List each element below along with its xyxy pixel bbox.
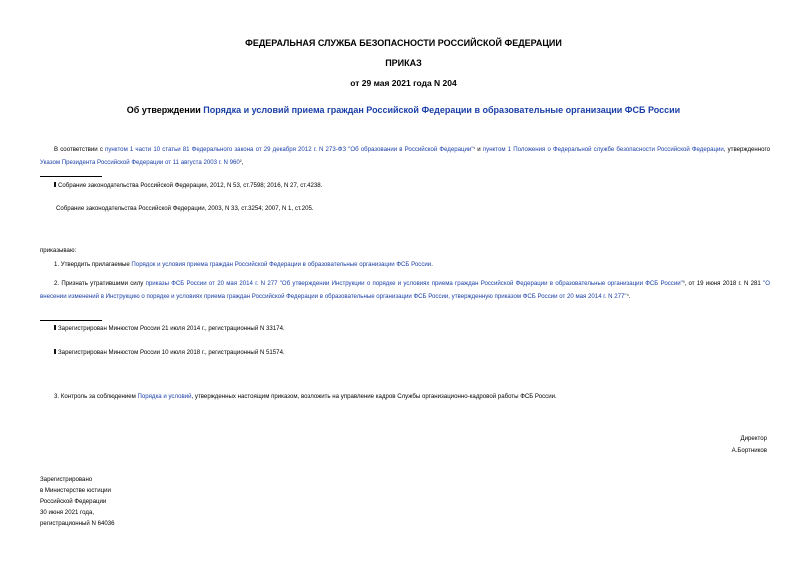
order-277-link[interactable]: приказы ФСБ России от 20 мая 2014 г. N 277 "Об утверждении Инструкции о порядке и условиях приема граждан Российской Федерации в образовательные организации ФСБ России" — [145, 280, 683, 287]
doc-type-heading: ПРИКАЗ — [385, 58, 422, 68]
registration-block — [40, 474, 115, 529]
law-273-link[interactable]: пунктом 1 части 10 статьи 81 Федерального закона от 29 декабря 2012 г. N 273-ФЗ "Об образовании в Российской Федерации" — [105, 146, 474, 153]
footnote-ref-2: ² — [239, 159, 242, 165]
footnote-ref-4: ⁴ — [626, 293, 629, 299]
procedure-short-link[interactable]: Порядка и условий — [137, 393, 192, 400]
footnote-1: Собрание законодательства Российской Федерации, 2012, N 53, ст.7598; 2016, N 27, ст.4238. — [54, 179, 322, 192]
order-281-link[interactable]: "О внесении изменений в Инструкцию о порядке и условиях приема граждан Российской Федерации в образовательные организации ФСБ России, утвержденную приказом ФСБ России от 20 мая 2014 г. N 277" — [40, 280, 770, 300]
fsb-regulation-link[interactable]: пунктом 1 Положения о Федеральной службе безопасности Российской Федерации — [482, 146, 724, 153]
item-2: 2. Признать утратившими силу приказы ФСБ России от 20 мая 2014 г. N 277 "Об утверждении Инструкции о порядке и условиях приема граждан Российской Федерации в образовательные организации ФСБ России"³, от 19 июня 2018 г. N 281 "О внесении изменений в Инструкцию о порядке и условиях приема граждан Российской Федерации в образовательные организации ФСБ России, утвержденную приказом ФСБ России от 20 мая 2014 г. N 277"⁴. — [40, 280, 770, 300]
footnote-divider — [40, 176, 102, 177]
footnote-marker — [54, 349, 56, 354]
doc-date-number: от 29 мая 2021 года N 204 — [350, 78, 457, 88]
order-word: приказываю: — [40, 247, 77, 254]
footnote-3: Зарегистрирован Минюстом России 21 июля 2014 г., регистрационный N 33174. — [54, 322, 285, 335]
signature-name: А.Бортников — [731, 447, 767, 454]
signature-role: Директор — [740, 435, 767, 442]
title-link[interactable]: Порядка и условий приема граждан Российской Федерации в образовательные организации ФСБ России — [203, 105, 681, 115]
footnote-2: Собрание законодательства Российской Федерации, 2003, N 33, ст.3254; 2007, N 1, ст.205. — [56, 205, 314, 212]
registration-line: Зарегистрировано — [40, 476, 93, 483]
footnote-marker — [54, 325, 56, 330]
agency-heading: ФЕДЕРАЛЬНАЯ СЛУЖБА БЕЗОПАСНОСТИ РОССИЙСКОЙ ФЕДЕРАЦИИ — [245, 38, 562, 48]
registration-line: в Министерстве юстиции — [40, 487, 111, 494]
title-prefix: Об утверждении — [126, 105, 204, 115]
decree-960-link[interactable]: Указом Президента Российской Федерации от 11 августа 2003 г. N 960 — [40, 159, 240, 166]
item-1: 1. Утвердить прилагаемые Порядок и условия приема граждан Российской Федерации в образовательные организации ФСБ России. — [54, 261, 433, 268]
registration-line: 30 июня 2021 года, — [40, 509, 95, 516]
footnote-4: Зарегистрирован Минюстом России 10 июля 2018 г., регистрационный N 51574. — [54, 346, 285, 359]
procedure-link[interactable]: Порядок и условия приема граждан Российской Федерации в образовательные организации ФСБ России — [131, 261, 432, 268]
document-title — [0, 105, 807, 115]
registration-line: Российской Федерации — [40, 498, 107, 505]
registration-line: регистрационный N 64036 — [40, 520, 115, 527]
footnote-marker — [54, 182, 56, 187]
item-3: 3. Контроль за соблюдением Порядка и условий, утвержденных настоящим приказом, возложить на управление кадров Службы организационно-кадровой работы ФСБ России. — [54, 393, 557, 400]
footnote-divider-2 — [40, 320, 102, 321]
footnote-ref-3: ³ — [682, 280, 685, 286]
footnote-ref-1: ¹ — [473, 146, 476, 152]
preamble-paragraph: В соответствии с пунктом 1 части 10 статьи 81 Федерального закона от 29 декабря 2012 г. N 273-ФЗ "Об образовании в Российской Федерации"¹ и пунктом 1 Положения о Федеральной службе безопасности Российской Федерации, утвержденного Указом Президента Российской Федерации от 11 августа 2003 г. N 960², — [40, 146, 771, 166]
